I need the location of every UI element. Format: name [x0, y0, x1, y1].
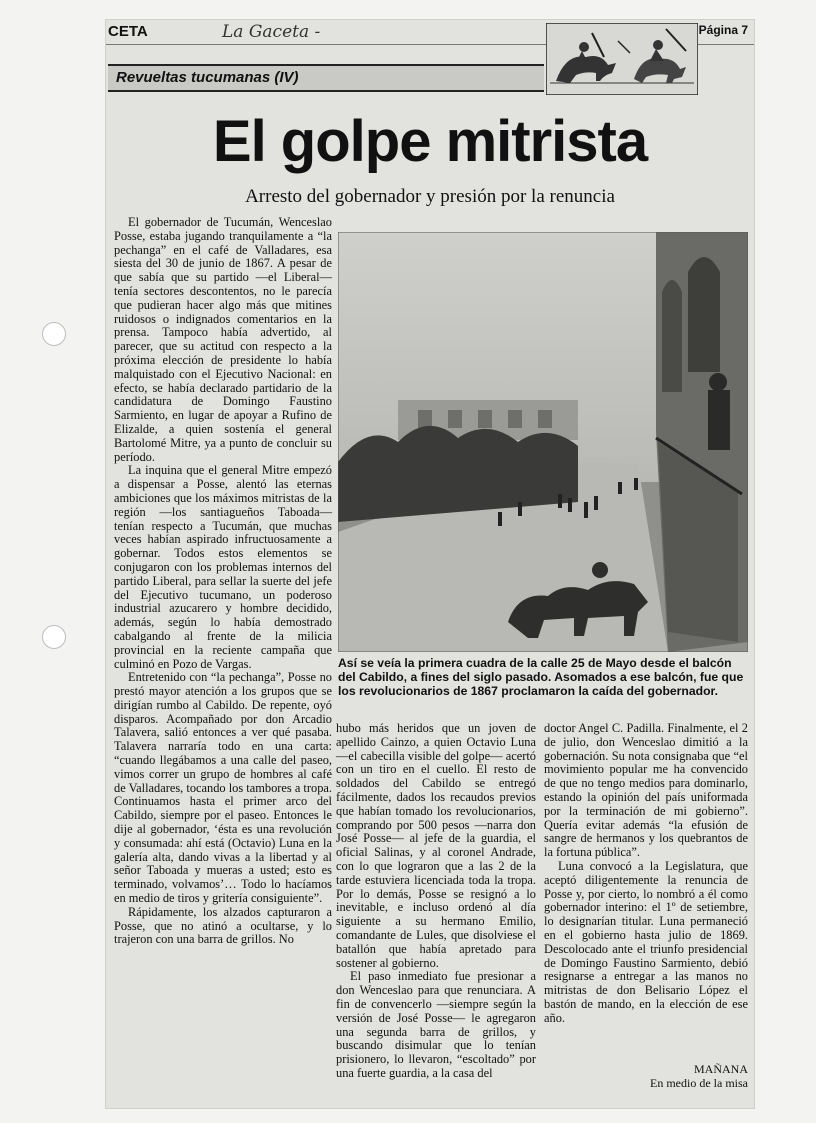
handwritten-note: La Gaceta - — [222, 22, 321, 42]
article-column-3 — [544, 722, 748, 1026]
punch-hole-bottom — [42, 625, 66, 649]
next-title: En medio de la misa — [650, 1076, 748, 1090]
paragraph: El gobernador de Tucumán, Wenceslao Posse, estaba jugando tranquilamente a “la pechanga” en el café de Valladares, esa siesta del 30 de junio de 1867. A pesar de que sabía que su partido —el Liberal— tenía sectores descontentos, no le parecía que pudieran hacer algo más que mitines ruidosos o indignados comentarios en la prensa. Tampoco había advertido, al parecer, que su actitud con respecto a la próxima elección de presidente lo había malquistado con el Ejecutivo Nacional: en efecto, se había declarado partidario de la candidatura de Domingo Faustino Sarmiento, en lugar de apoyar a Rufino de Elizalde, a quien sostenía el general Bartolomé Mitre, ya a punto de concluir su período. — [114, 215, 332, 464]
article-column-1 — [114, 216, 332, 947]
section-label: CETA — [108, 23, 148, 40]
paragraph: La inquina que el general Mitre empezó a dispensar a Posse, alentó las eternas ambiciones que los máximos mitristas de la región —los santiagueños Taboada— tenían respecto a Tucumán, que muchas veces habían aspirado infructuosamente a gobernar. Todos estos elementos se conjugaron con los problemas internos del partido Liberal, para sellar la suerte del jefe del Ejecutivo tucumano, un poderoso industrial azucarero y hombre decidido, además, según lo había demostrado cabalgando al frente de la milicia provincial en la reciente campaña que culminó en Pozo de Vargas. — [114, 463, 332, 671]
photo-caption: Así se veía la primera cuadra de la calle 25 de Mayo desde el balcón del Cabildo, a fines del siglo pasado. Asomados a ese balcón, fue que los revolucionarios de 1867 proclamaron la caída del gobernador. — [338, 656, 744, 698]
horsemen-illustration-icon — [546, 23, 698, 95]
page-number: Página 7 — [698, 23, 748, 37]
paragraph: El paso inmediato fue presionar a don Wenceslao para que renunciara. A fin de convencerlo —siempre según la versión de José Posse— le agregaron una segunda barra de grillos, y buscando disimular que lo tenían prisionero, lo llevaron, “escoltado” por una fuerte guardia, a la casa del — [336, 969, 536, 1080]
newspaper-clipping — [106, 20, 754, 1108]
kicker-banner — [108, 64, 544, 92]
paragraph: Rápidamente, los alzados capturaron a Posse, que no atinó a ocultarse, y lo trajeron con una barra de grillos. No — [114, 904, 332, 947]
paragraph: Luna convocó a la Legislatura, que aceptó diligentemente la renuncia de Posse y, por cierto, lo nombró a él como gobernador interino: el 1º de setiembre, lo designarían titular. Luna permaneció en el gobierno hasta julio de 1869. Descolocado ante el triunfo presidencial de Domingo Faustino Sarmiento, debió resignarse a entregar a las manos no mitristas de don Belisario López el bastón de mando, en la elección de ese año. — [544, 858, 748, 1025]
punch-hole-top — [42, 322, 66, 346]
article-column-2 — [336, 722, 536, 1081]
street-photo-icon — [338, 232, 748, 652]
headline: El golpe mitrista — [212, 109, 648, 174]
next-label: MAÑANA — [694, 1062, 748, 1076]
kicker-text: Revueltas tucumanas (IV) — [116, 69, 299, 86]
next-installment — [544, 1062, 748, 1090]
paragraph: doctor Angel C. Padilla. Finalmente, el 2 de julio, don Wenceslao dimitió a la gobernación. Su nota consignaba que “el movimiento popular me ha convencido de que no tengo medios para dominarlo, estando la opinión del país uniformada por la terminación de mi gobierno”. Quería evitar además “la efusión de sangre de hermanos y los quebrantos de la fortuna pública”. — [544, 721, 748, 860]
subheadline: Arresto del gobernador y presión por la renuncia — [245, 186, 615, 207]
paragraph: Entretenido con “la pechanga”, Posse no prestó mayor atención a los grupos que se dirigían rumbo al Cabildo. De repente, oyó disparos. Acompañado por don Arcadio Talavera, salió entonces a ver qué pasaba. Talavera narraría todo en una carta: “cuando llegábamos a una calle del paseo, vimos correr un grupo de hombres al café de Valladares, tocando los tambores a tropa. Continuamos hasta el primer arco del Cabildo, siempre por el paseo. Entonces le dije al gobernador, ‘ésta es una revolución y consumada: ahí está (Octavio) Luna en la galería alta, dando vivas a la libertad y al señor Taboada y mueras a usted; esto es terminado, volvamos’… Todo lo hacíamos en medio de tiros y gritería consiguiente”. — [114, 670, 332, 906]
paragraph: hubo más heridos que un joven de apellido Cainzo, a quien Octavio Luna —el cabecilla visible del golpe— acertó con un tiro en el cuello. El resto de soldados del Cabildo se entregó fácilmente, dados los recaudos previos que habían tomado los revolucionarios, comprando por 500 pesos —narra don José Posse— al jefe de la guardia, el oficial Salinas, y al coronel Andrade, con lo que lograron que a las 2 de la tarde estuviera licenciada toda la tropa. Por lo demás, Posse se resignó a lo inevitable, e incluso ordenó al día siguiente a su hermano Emilio, comandante de Lules, que disolviese el batallón que había apretado para sostener al gobierno. — [336, 721, 536, 970]
